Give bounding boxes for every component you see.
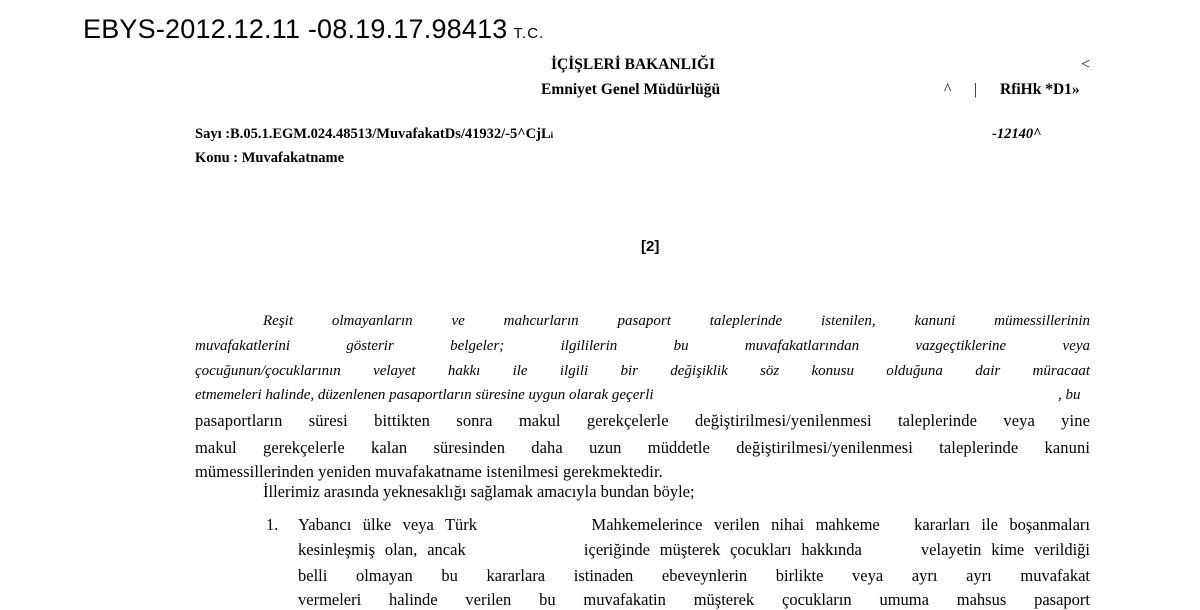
corner-mark: < [1081,56,1091,73]
body-line-2-text: muvafakatlerini gösterir belgeler; ilgililerin bu muvafakatlarından vazgeçtiklerine veya [195,338,1090,354]
list-line-2-text: kesinleşmiş olan, ancak içeriğinde müşterek çocukları hakkında velayetin kime verildiği [298,540,1090,559]
list-line-2 [298,540,1090,560]
pipe-mark: | [974,81,978,98]
list-line-3-text: belli olmayan bu kararlara istinaden ebeveynlerin birlikte veya ayrı ayrı muvafakat [298,566,1090,585]
body-line-6 [195,438,1090,458]
sayi-subscript: i [550,130,554,140]
sayi-text: Sayı :B.05.1.EGM.024.48513/MuvafakatDs/41932/-5^CjL [195,126,551,142]
list-item-number: 1. [266,515,279,534]
ebys-code: EBYS-2012.12.11 -08.19.17.98413 [83,14,508,44]
body-line-3 [195,363,1090,380]
body-line-5 [195,411,1090,431]
body-line-4b: , bu [1058,387,1081,403]
caret-mark: ^ [944,81,952,98]
body-paragraph-2: İllerimiz arasında yeknesaklığı sağlamak amacıyla bundan böyle; [263,482,695,501]
sayi-right-code: -12140^ [992,126,1042,142]
konu-line: Konu : Muvafakatname [195,150,345,166]
list-line-4-text: vermeleri halinde verilen bu muvafakatin müşterek çocukların umuma mahsus pasaport [298,590,1090,609]
body-line-5-text: pasaportların süresi bittikten sonra makul gerekçelerle değiştirilmesi/yenilenmesi taleplerinde veya yine [195,411,1090,430]
body-line-1 [195,313,1090,330]
ministry-title: İÇİŞLERİ BAKANLIĞI [551,56,716,73]
body-line-3-text: çocuğunun/çocuklarının velayet hakkı ile ilgili bir değişiklik söz konusu olduğuna dair müracaat [195,363,1090,379]
sayi-line [195,126,553,143]
list-line-3 [298,566,1090,586]
reference-code: RfiHk *D1» [1000,81,1080,98]
body-line-2 [195,338,1090,355]
list-line-1-text: Yabancı ülke veya Türk Mahkemelerince verilen nihai mahkeme kararları ile boşanmaları [298,515,1090,534]
list-line-1 [298,515,1090,535]
list-line-4 [298,590,1090,610]
body-line-4a: etmemeleri halinde, düzenlenen pasaportların süresine uygun olarak geçerli [195,387,654,403]
ebys-stamp [83,14,544,45]
body-line-7: mümessillerinden yeniden muvafakatname istenilmesi gerekmektedir. [195,462,663,481]
body-line-6-text: makul gerekçelerle kalan süresinden daha uzun müddetle değiştirilmesi/yenilenmesi taleplerinde kanuni [195,438,1090,457]
body-line-1-text: Reşit olmayanların ve mahcurların pasaport taleplerinde istenilen, kanuni mümessillerinin [263,313,1090,329]
page-number: [2] [641,238,660,255]
directorate-title: Emniyet Genel Müdürlüğü [541,81,721,98]
tc-mark: T.C. [513,25,545,42]
